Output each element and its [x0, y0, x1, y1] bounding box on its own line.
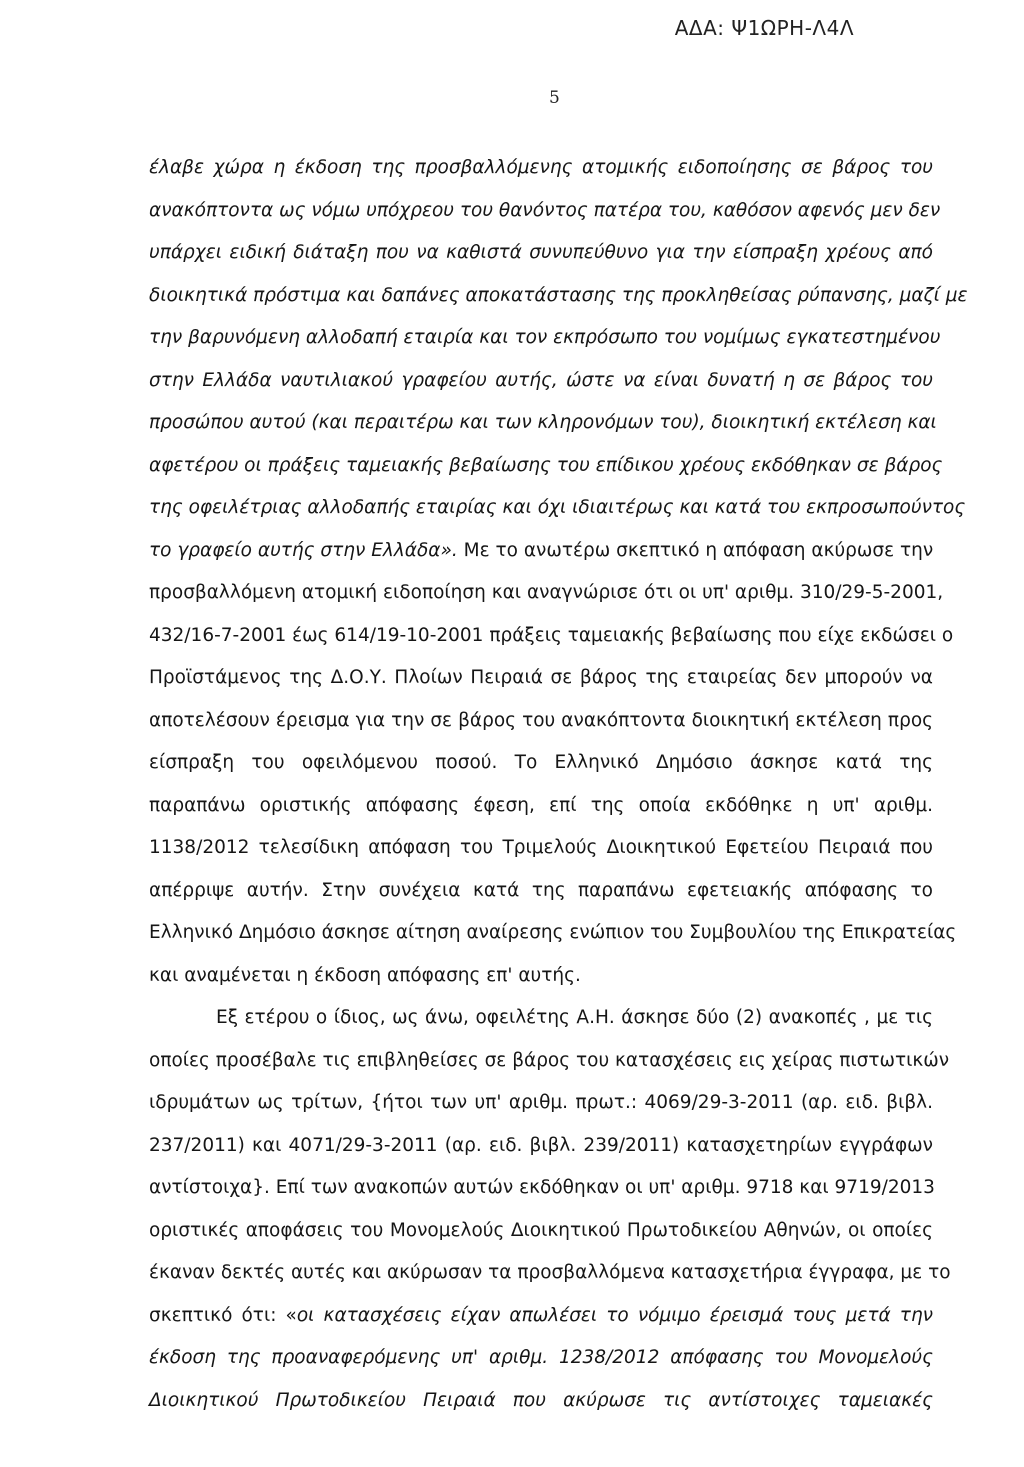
text-line — [149, 1125, 933, 1168]
text-line — [149, 1252, 951, 1295]
ada-code: ΑΔΑ: Ψ1ΩΡΗ-Λ4Λ — [674, 16, 854, 40]
text-line — [149, 912, 957, 955]
text-segment: απέρριψε αυτήν. Στην συνέχεια κατά της παραπάνω εφετειακής απόφασης το — [149, 879, 933, 901]
text-line — [149, 615, 954, 658]
text-segment: διοικητικά πρόστιμα και δαπάνες αποκατάστασης της προκληθείσας ρύπανσης, μαζί με — [149, 284, 968, 306]
text-segment: παραπάνω οριστικής απόφασης έφεση, επί της οποία εκδόθηκε η υπ' αριθμ. — [149, 794, 933, 816]
text-line — [149, 657, 933, 700]
text-segment: οι κατασχέσεις είχαν απωλέσει το νόμιμο έρεισμά τους μετά την — [296, 1304, 934, 1326]
page-number: 5 — [549, 88, 560, 108]
text-segment: Προϊστάμενος της Δ.Ο.Υ. Πλοίων Πειραιά σε βάρος της εταιρείας δεν μπορούν να — [149, 667, 933, 688]
text-segment: υπάρχει ειδική διάταξη που να καθιστά συνυπεύθυνο για την είσπραξη χρέους από — [149, 242, 933, 263]
text-line — [149, 1295, 933, 1338]
text-line — [149, 402, 937, 445]
text-line — [149, 742, 933, 785]
text-segment: σκεπτικό ότι: « — [149, 1304, 297, 1326]
text-segment: έλαβε χώρα η έκδοση της προσβαλλόμενης ατομικής ειδοποίησης σε βάρος του — [149, 157, 933, 178]
text-segment: αντίστοιχα}. Επί των ανακοπών αυτών εκδόθηκαν οι υπ' αριθμ. 9718 και 9719/2013 — [149, 1177, 935, 1198]
text-line — [149, 232, 933, 275]
text-line — [149, 700, 933, 743]
text-line — [149, 572, 944, 615]
text-segment: Ελληνικό Δημόσιο άσκησε αίτηση αναίρεσης ενώπιον του Συμβουλίου της Επικρατείας — [149, 922, 957, 943]
text-segment: 1138/2012 τελεσίδικη απόφαση του Τριμελούς Διοικητικού Εφετείου Πειραιά που — [149, 837, 933, 858]
text-segment: αποτελέσουν έρεισμα για την σε βάρος του ανακόπτοντα διοικητική εκτέλεση προς — [149, 709, 933, 731]
text-line — [149, 317, 941, 360]
text-line — [149, 785, 933, 828]
text-line — [149, 955, 933, 998]
text-segment: την βαρυνόμενη αλλοδαπή εταιρία και τον εκπρόσωπο του νομίμως εγκατεστημένου — [149, 327, 941, 348]
text-line — [149, 1040, 950, 1083]
text-segment: 432/16-7-2001 έως 614/19-10-2001 πράξεις ταμειακής βεβαίωσης που είχε εκδώσει ο — [149, 624, 954, 646]
text-segment: οριστικές αποφάσεις του Μονομελούς Διοικητικού Πρωτοδικείου Αθηνών, οι οποίες — [149, 1219, 933, 1241]
text-segment: Διοικητικού Πρωτοδικείου Πειραιά που ακύρωσε τις αντίστοιχες ταμειακές — [149, 1389, 933, 1411]
text-line — [149, 530, 933, 573]
text-line — [149, 360, 933, 403]
text-segment: έκαναν δεκτές αυτές και ακύρωσαν τα προσβαλλόμενα κατασχετήρια έγγραφα, με το — [149, 1262, 951, 1283]
text-segment: προσώπου αυτού (και περαιτέρω και των κληρονόμων του), διοικητική εκτέλεση και — [149, 412, 937, 433]
text-segment: είσπραξη του οφειλόμενου ποσού. Το Ελληνικό Δημόσιο άσκησε κατά της — [149, 752, 933, 773]
text-line — [149, 827, 933, 870]
text-segment: ιδρυμάτων ως τρίτων, {ήτοι των υπ' αριθμ. πρωτ.: 4069/29-3-2011 (αρ. ειδ. βιβλ. — [149, 1092, 933, 1113]
text-segment: της οφειλέτριας αλλοδαπής εταιρίας και όχι ιδιαιτέρως και κατά του εκπροσωπούντος — [149, 497, 966, 518]
text-line — [149, 445, 943, 488]
text-line — [149, 1210, 933, 1253]
text-line — [149, 1337, 933, 1380]
text-segment: στην Ελλάδα ναυτιλιακού γραφείου αυτής, ώστε να είναι δυνατή η σε βάρος του — [149, 369, 933, 391]
text-line — [149, 487, 966, 530]
text-line — [149, 870, 933, 913]
text-segment: έκδοση της προαναφερόμενης υπ' αριθμ. 1238/2012 απόφασης του Μονομελούς — [149, 1347, 933, 1368]
text-segment: το γραφείο αυτής στην Ελλάδα». — [149, 539, 458, 561]
text-line — [149, 275, 968, 318]
text-line — [149, 1167, 933, 1210]
text-segment: αφετέρου οι πράξεις ταμειακής βεβαίωσης του επίδικου χρέους εκδόθηκαν σε βάρος — [149, 454, 943, 476]
text-line — [149, 1380, 933, 1423]
text-line — [149, 147, 933, 190]
text-segment: Με το ανωτέρω σκεπτικό η απόφαση ακύρωσε την — [457, 539, 934, 561]
text-segment: 237/2011) και 4071/29-3-2011 (αρ. ειδ. βιβλ. 239/2011) κατασχετηρίων εγγράφων — [149, 1134, 933, 1156]
text-line — [149, 190, 941, 233]
text-segment: και αναμένεται η έκδοση απόφασης επ' αυτής. — [149, 964, 581, 986]
text-segment: Εξ ετέρου ο ίδιος, ως άνω, οφειλέτης Α.Η. άσκησε δύο (2) ανακοπές , με τις — [216, 1007, 933, 1028]
text-segment: ανακόπτοντα ως νόμω υπόχρεου του θανόντος πατέρα του, καθόσον αφενός μεν δεν — [149, 199, 941, 221]
text-line — [149, 997, 933, 1040]
text-segment: οποίες προσέβαλε τις επιβληθείσες σε βάρος του κατασχέσεις εις χείρας πιστωτικών — [149, 1049, 950, 1071]
document-body — [149, 147, 968, 1422]
text-line — [149, 1082, 933, 1125]
text-segment: προσβαλλόμενη ατομική ειδοποίηση και αναγνώρισε ότι οι υπ' αριθμ. 310/29-5-2001, — [149, 582, 944, 603]
